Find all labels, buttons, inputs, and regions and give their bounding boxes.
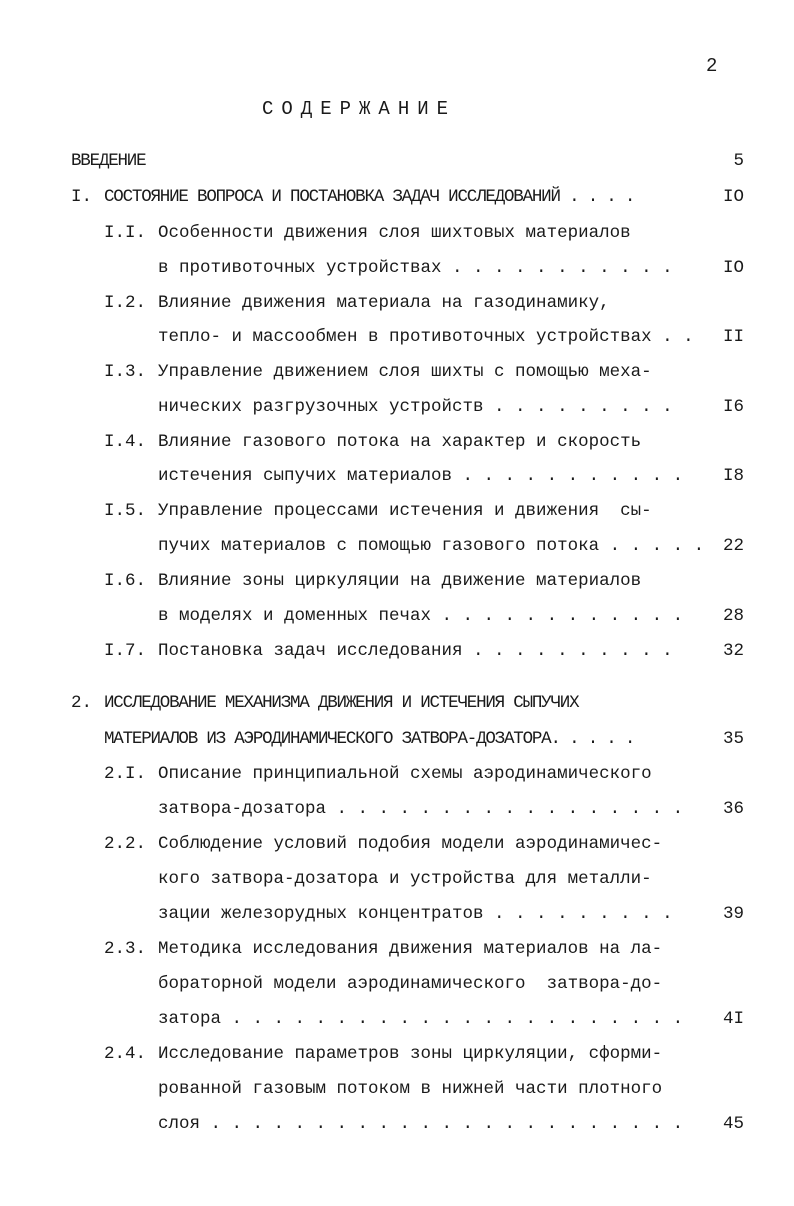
toc-intro-label: ВВЕДЕНИЕ <box>71 151 146 171</box>
toc-intro-page: 5 <box>733 151 744 171</box>
section-page: I8 <box>722 466 744 486</box>
section-number: 2.2. <box>104 834 147 854</box>
section-page: 45 <box>722 1114 744 1134</box>
section-number: I.4. <box>104 432 147 452</box>
section-title-line: нических разгрузочных устройств . . . . . . . . . <box>158 397 673 417</box>
chapter-title: СОСТОЯНИЕ ВОПРОСА И ПОСТАНОВКА ЗАДАЧ ИССЛЕДОВАНИЙ . . . . <box>104 187 635 207</box>
section-title-line: Особенности движения слоя шихтовых материалов <box>158 223 631 243</box>
section-title-line: Управление процессами истечения и движения сы- <box>158 501 652 521</box>
section-title-line: Соблюдение условий подобия модели аэродинамичес- <box>158 834 663 854</box>
section-title-line: пучих материалов с помощью газового потока . . . . . <box>158 536 705 556</box>
section-title-line: Описание принципиальной схемы аэродинамического <box>158 764 652 784</box>
section-number: I.3. <box>104 362 147 382</box>
section-number: I.6. <box>104 571 147 591</box>
section-title-line: рованной газовым потоком в нижней части плотного <box>158 1079 663 1099</box>
chapter-number: 2. <box>71 693 93 713</box>
section-number: 2.I. <box>104 764 147 784</box>
section-number: 2.3. <box>104 939 147 959</box>
section-title-line: Влияние зоны циркуляции на движение материалов <box>158 571 642 591</box>
section-number: I.7. <box>104 641 147 661</box>
section-page: 39 <box>722 904 744 924</box>
section-number: I.2. <box>104 293 147 313</box>
section-title-line: в противоточных устройствах . . . . . . . . . . . <box>158 258 673 278</box>
section-page: 22 <box>722 536 744 556</box>
section-page: II <box>722 327 744 347</box>
chapter-title-line: ИССЛЕДОВАНИЕ МЕХАНИЗМА ДВИЖЕНИЯ И ИСТЕЧЕНИЯ СЫПУЧИХ <box>104 693 579 713</box>
section-title-line: слоя . . . . . . . . . . . . . . . . . . . . . . . <box>158 1114 684 1134</box>
page-title: СОДЕРЖАНИЕ <box>262 98 457 120</box>
section-title-line: Методика исследования движения материалов на ла- <box>158 939 663 959</box>
section-page: 28 <box>722 606 744 626</box>
section-title-line: в моделях и доменных печах . . . . . . . . . . . . <box>158 606 684 626</box>
section-title-line: Постановка задач исследования . . . . . . . . . . <box>158 641 673 661</box>
section-title-line: Управление движением слоя шихты с помощью меха- <box>158 362 652 382</box>
section-page: 36 <box>722 799 744 819</box>
section-title-line: Влияние газового потока на характер и скорость <box>158 432 642 452</box>
section-title-line: Влияние движения материала на газодинамику, <box>158 293 610 313</box>
chapter-title-line: МАТЕРИАЛОВ ИЗ АЭРОДИНАМИЧЕСКОГО ЗАТВОРА-ДОЗАТОРА. . . . . <box>104 729 635 749</box>
section-title-line: затвора-дозатора . . . . . . . . . . . . . . . . . <box>158 799 684 819</box>
section-number: I.5. <box>104 501 147 521</box>
chapter-page: 35 <box>722 729 744 749</box>
section-title-line: тепло- и массообмен в противоточных устройствах . . <box>158 327 694 347</box>
page-number: 2 <box>706 55 718 77</box>
section-page: I6 <box>722 397 744 417</box>
section-page: 32 <box>722 641 744 661</box>
section-page: 4I <box>722 1009 744 1029</box>
chapter-number: I. <box>71 187 93 207</box>
chapter-page: IO <box>722 187 744 207</box>
section-page: IO <box>722 258 744 278</box>
section-title-line: кого затвора-дозатора и устройства для металли- <box>158 869 652 889</box>
section-title-line: затора . . . . . . . . . . . . . . . . . . . . . . <box>158 1009 684 1029</box>
section-title-line: Исследование параметров зоны циркуляции, сформи- <box>158 1044 663 1064</box>
section-title-line: истечения сыпучих материалов . . . . . . . . . . . <box>158 466 684 486</box>
section-title-line: бораторной модели аэродинамического затвора-до- <box>158 974 663 994</box>
section-number: 2.4. <box>104 1044 147 1064</box>
section-title-line: зации железорудных концентратов . . . . . . . . . <box>158 904 673 924</box>
section-number: I.I. <box>104 223 147 243</box>
